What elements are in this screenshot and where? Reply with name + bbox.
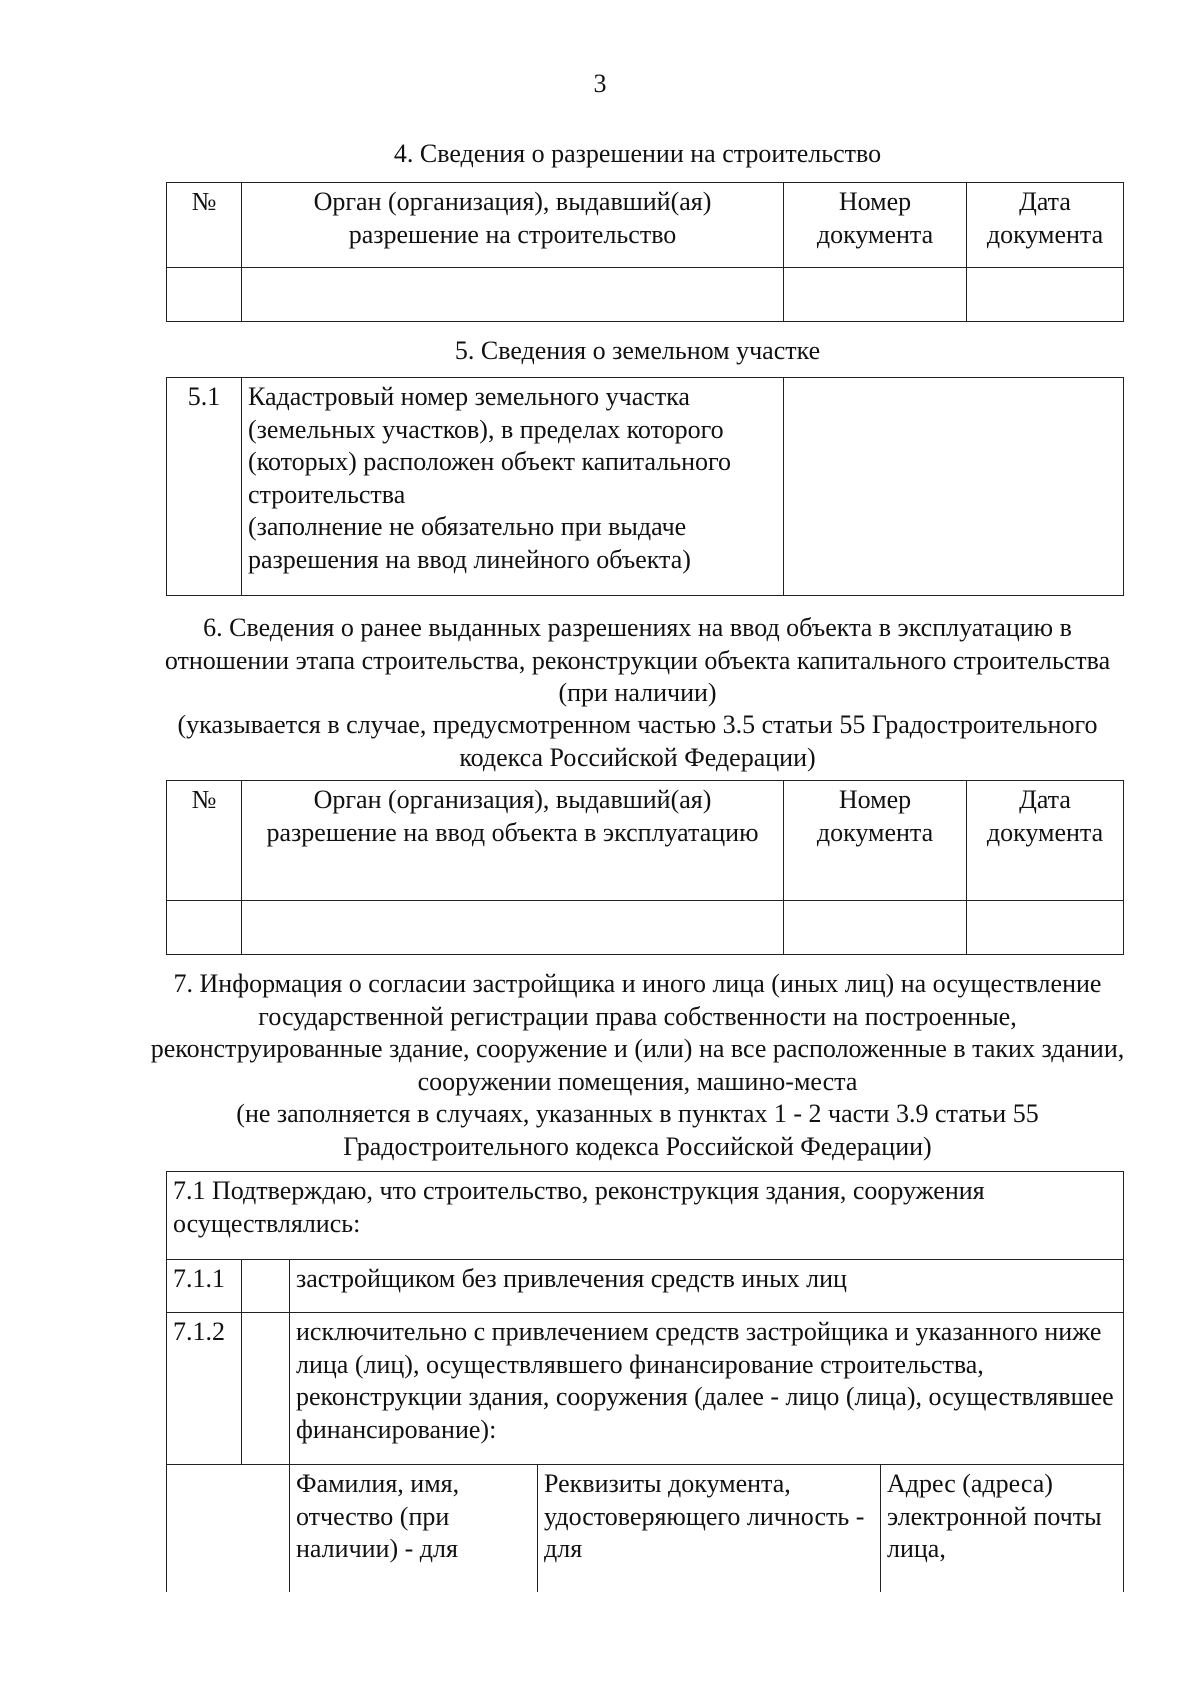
cadastral-number-description: Кадастровый номер земельного участка (земельных участков), в пределах которого (которых) расположен объект капитального строительства bbox=[248, 382, 732, 509]
cell-issuing-body[interactable] bbox=[242, 268, 784, 322]
building-permit-table bbox=[166, 182, 1124, 322]
confirmation-statement: 7.1 Подтверждаю, что строительство, реконструкция здания, сооружения осуществлялись: bbox=[167, 1172, 1124, 1260]
col-header-identity-document: Реквизиты документа, удостоверяющего личность - для bbox=[538, 1465, 881, 1592]
col-header-document-number: Номер документа bbox=[784, 781, 967, 901]
option-7-1-2-number: 7.1.2 bbox=[167, 1313, 242, 1465]
cell-number[interactable] bbox=[167, 901, 242, 955]
option-7-1-2-text: исключительно с привлечением средств застройщика и указанного ниже лица (лиц), осуществлявшего финансирование строительства, реконструкции здания, сооружения (далее - лицо (лица), осуществлявшее финансирование): bbox=[290, 1313, 1124, 1465]
section-6-note: (указывается в случае, предусмотренном частью 3.5 статьи 55 Градостроительного кодекса Российской Федерации) bbox=[177, 710, 1098, 772]
col-header-number: № bbox=[167, 183, 242, 268]
land-plot-table bbox=[166, 377, 1124, 596]
cadastral-number-label bbox=[242, 378, 784, 596]
section-7-note: (не заполняется в случаях, указанных в пунктах 1 - 2 части 3.9 статьи 55 Градостроительного кодекса Российской Федерации) bbox=[236, 1099, 1039, 1161]
col-header-document-date: Дата документа bbox=[967, 781, 1124, 901]
cell-issuing-body[interactable] bbox=[242, 901, 784, 955]
cell-document-number[interactable] bbox=[784, 901, 967, 955]
option-7-1-1-number: 7.1.1 bbox=[167, 1260, 242, 1313]
col-header-issuing-body: Орган (организация), выдавший(ая) разрешение на строительство bbox=[242, 183, 784, 268]
cell-document-date[interactable] bbox=[967, 268, 1124, 322]
section-6-heading: 6. Сведения о ранее выданных разрешениях на ввод объекта в эксплуатацию в отношении этапа строительства, реконструкции объекта капитального строительства (при наличии) bbox=[164, 613, 1111, 707]
row-number-5-1: 5.1 bbox=[167, 378, 242, 596]
col-header-email: Адрес (адреса) электронной почты лица, bbox=[881, 1465, 1124, 1592]
col-header-full-name: Фамилия, имя, отчество (при наличии) - для bbox=[290, 1465, 538, 1592]
cell-document-number[interactable] bbox=[784, 268, 967, 322]
registration-consent-table bbox=[166, 1171, 1124, 1592]
previous-permits-table bbox=[166, 780, 1124, 955]
cell-number[interactable] bbox=[167, 268, 242, 322]
col-header-issuing-body: Орган (организация), выдавший(ая) разрешение на ввод объекта в эксплуатацию bbox=[242, 781, 784, 901]
cadastral-number-value[interactable] bbox=[784, 378, 1124, 596]
option-7-1-1-checkbox[interactable] bbox=[242, 1260, 290, 1313]
col-header-number: № bbox=[167, 781, 242, 901]
section-4-heading: 4. Сведения о разрешении на строительство bbox=[393, 139, 882, 168]
cadastral-number-note: (заполнение не обязательно при выдаче разрешения на ввод линейного объекта) bbox=[248, 512, 691, 574]
option-7-1-2-checkbox[interactable] bbox=[242, 1313, 290, 1465]
financier-row-spacer bbox=[167, 1465, 290, 1592]
col-header-document-date: Дата документа bbox=[967, 183, 1124, 268]
option-7-1-1-text: застройщиком без привлечения средств иных лиц bbox=[290, 1260, 1124, 1313]
cell-document-date[interactable] bbox=[967, 901, 1124, 955]
col-header-document-number: Номер документа bbox=[784, 183, 967, 268]
section-7-heading: 7. Информация о согласии застройщика и иного лица (иных лиц) на осуществление государственной регистрации права собственности на построенные, реконструированные здание, сооружение и (или) на все расположенные в таких здании, сооружении помещения, машино-места bbox=[150, 969, 1125, 1096]
page-number: 3 bbox=[593, 69, 607, 98]
section-5-heading: 5. Сведения о земельном участке bbox=[454, 336, 821, 365]
